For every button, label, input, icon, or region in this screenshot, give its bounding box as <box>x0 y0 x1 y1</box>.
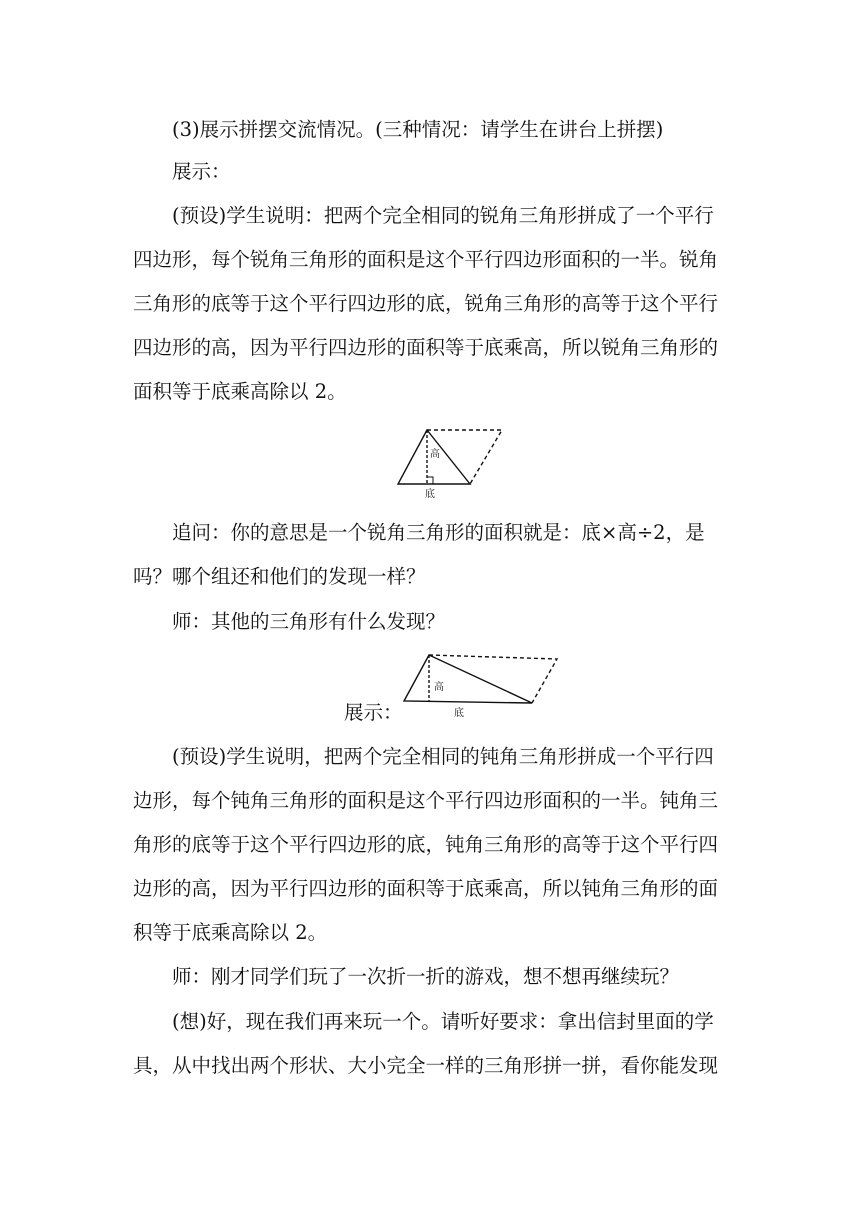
paragraph-followup-line-1: 追问：你的意思是一个锐角三角形的面积就是：底×高÷2，是 <box>172 521 705 544</box>
paragraph-acute-line-1: (预设)学生说明：把两个完全相同的锐角三角形拼成了一个平行 <box>172 204 714 227</box>
height-label: 高 <box>430 449 440 460</box>
paragraph-obtuse-line-1: (预设)学生说明，把两个完全相同的钝角三角形拼成一个平行四 <box>172 745 714 768</box>
base-label: 底 <box>425 489 435 500</box>
paragraph-show: 展示： <box>172 160 231 183</box>
obtuse-triangle-shape <box>404 655 532 703</box>
paragraph-teacher-question: 师：其他的三角形有什么发现？ <box>172 610 446 633</box>
paragraph-teacher-game: 师：刚才同学们玩了一次折一折的游戏，想不想再继续玩？ <box>172 965 680 988</box>
obtuse-triangle-figure <box>398 650 563 724</box>
paragraph-acute-line-3: 三角形的底等于这个平行四边形的底，锐角三角形的高等于这个平行 <box>133 292 719 315</box>
paragraph-instructions-line-1: (想)好，现在我们再来玩一个。请听好要求：拿出信封里面的学 <box>172 1010 714 1033</box>
paragraph-obtuse-line-2: 边形，每个钝角三角形的面积是这个平行四边形面积的一半。钝角三 <box>133 789 719 812</box>
figure-caption-show: 展示： <box>344 701 403 724</box>
paragraph-instructions-line-2: 具，从中找出两个形状、大小完全一样的三角形拼一拼，看你能发现 <box>133 1054 719 1077</box>
paragraph-obtuse-line-5: 积等于底乘高除以 2。 <box>133 921 328 944</box>
acute-triangle-figure <box>390 425 510 503</box>
paragraph-acute-line-4: 四边形的高，因为平行四边形的面积等于底乘高，所以锐角三角形的 <box>133 336 719 359</box>
base-label: 底 <box>454 708 464 719</box>
parallelogram-dashed-outline <box>429 655 557 703</box>
height-label: 高 <box>434 682 444 693</box>
paragraph-obtuse-line-3: 角形的底等于这个平行四边形的底，钝角三角形的高等于这个平行四 <box>133 833 719 856</box>
right-angle-mark <box>427 477 433 484</box>
paragraph-acute-line-2: 四边形，每个锐角三角形的面积是这个平行四边形面积的一半。锐角 <box>133 248 719 271</box>
paragraph-followup-line-2: 吗？哪个组还和他们的发现一样？ <box>133 565 426 588</box>
paragraph-obtuse-line-4: 边形的高，因为平行四边形的面积等于底乘高，所以钝角三角形的面 <box>133 877 719 900</box>
paragraph-acute-line-5: 面积等于底乘高除以 2。 <box>133 380 347 403</box>
paragraph-step-3: (3)展示拼摆交流情况。(三种情况：请学生在讲台上拼摆) <box>172 118 664 141</box>
